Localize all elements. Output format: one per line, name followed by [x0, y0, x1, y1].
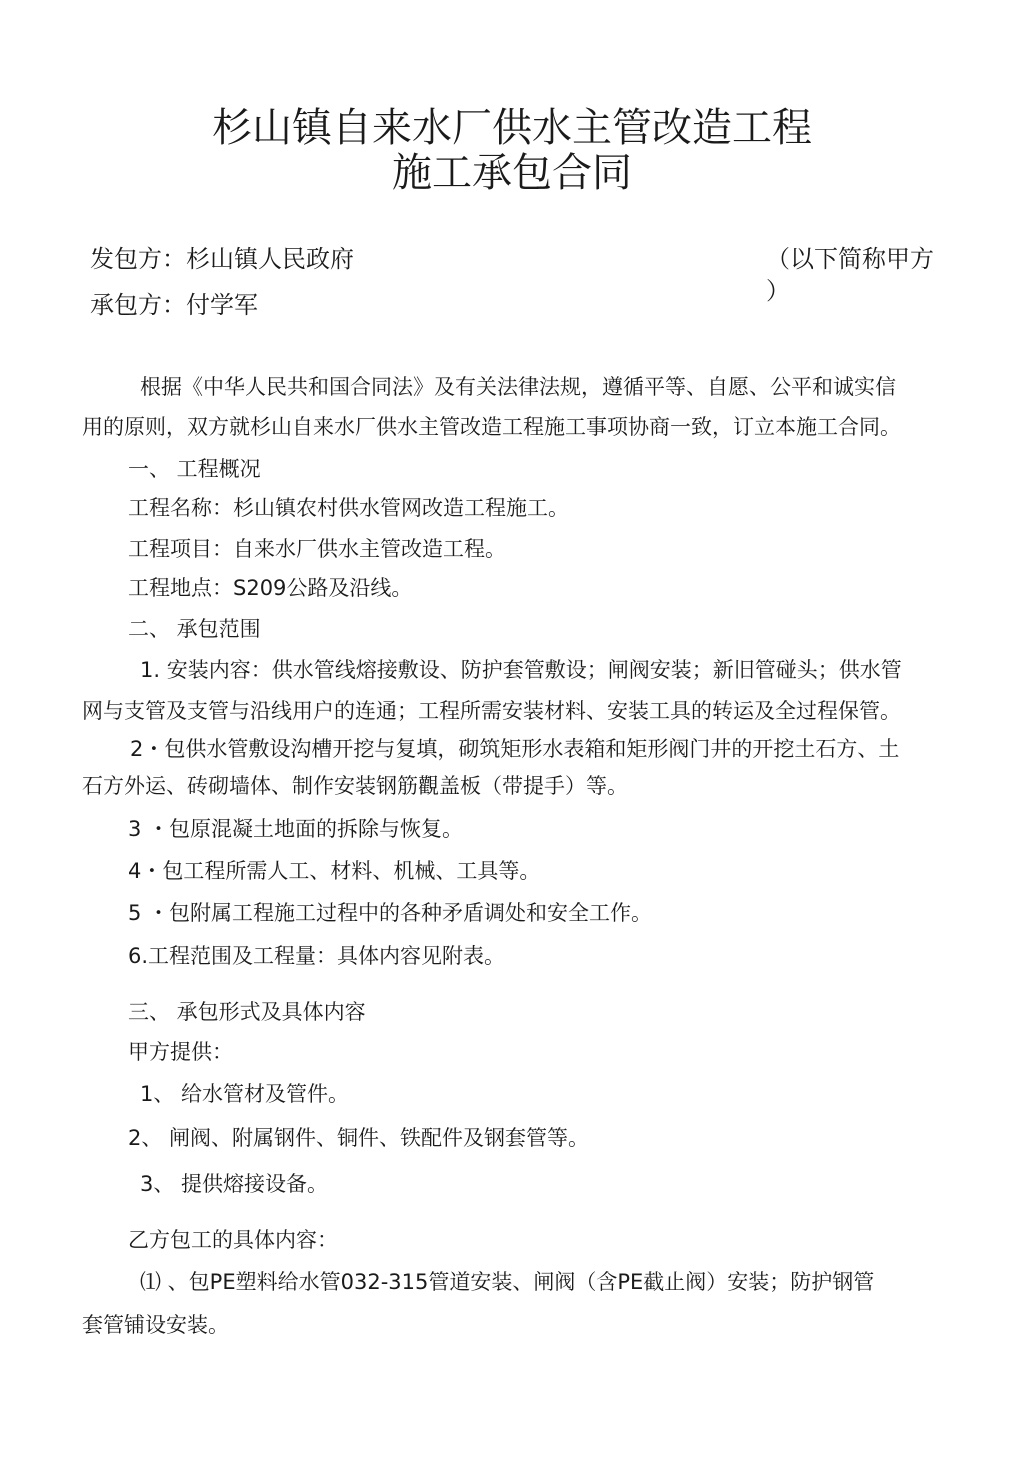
section-heading: 一、 工程概况	[128, 457, 261, 481]
contractor-line: 承包方：付学军	[90, 291, 258, 319]
scope-item-4: 4・包工程所需人工、材料、机械、工具等。	[128, 859, 541, 883]
employer-note: （以下简称甲方	[766, 245, 934, 273]
scope-item-5: 5 ・包附属工程施工过程中的各种矛盾调处和安全工作。	[128, 901, 653, 925]
employer-line: 发包方：杉山镇人民政府	[90, 245, 354, 273]
scope-item-2-line-1: 2・包供水管敷设沟槽开挖与复填，砌筑矩形水表箱和矩形阀门井的开挖土石方、土	[130, 737, 900, 761]
section-heading: 三、 承包形式及具体内容	[128, 1000, 366, 1024]
party-a-item-1: 1、 给水管材及管件。	[140, 1082, 350, 1106]
scope-item-1-line-2: 网与支管及支管与沿线用户的连通；工程所需安装材料、安装工具的转运及全过程保管。	[82, 699, 901, 723]
party-b-scope: 乙方包工的具体内容：	[128, 1228, 338, 1252]
project-item: 工程项目：自来水厂供水主管改造工程。	[128, 537, 506, 561]
party-a-provides: 甲方提供：	[128, 1040, 233, 1064]
intro-line-2: 用的原则，双方就杉山自来水厂供水主管改造工程施工事项协商一致，订立本施工合同。	[82, 415, 901, 439]
project-location: 工程地点：S209公路及沿线。	[128, 576, 413, 600]
employer-note-close: ）	[766, 277, 790, 305]
section-heading: 二、 承包范围	[128, 617, 261, 641]
scope-item-3: 3 ・包原混凝土地面的拆除与恢复。	[128, 817, 464, 841]
party-a-item-3: 3、 提供熔接设备。	[140, 1172, 329, 1196]
title-line-1: 杉山镇自来水厂供水主管改造工程	[212, 105, 812, 151]
project-name: 工程名称：杉山镇农村供水管网改造工程施工。	[128, 496, 569, 520]
party-a-item-2: 2、 闸阀、附属钢件、铜件、铁配件及钢套管等。	[128, 1126, 590, 1150]
party-b-item-1-line-2: 套管铺设安装。	[82, 1313, 229, 1337]
scope-item-1-line-1: 1. 安装内容：供水管线熔接敷设、防护套管敷设；闸阀安装；新旧管碰头；供水管	[140, 658, 902, 682]
party-b-item-1-line-1: ⑴ 、包PE塑料给水管032-315管道安装、闸阀（含PE截止阀）安装；防护钢管	[140, 1270, 875, 1294]
scope-item-6: 6.工程范围及工程量：具体内容见附表。	[128, 944, 506, 968]
intro-line-1: 根据《中华人民共和国合同法》及有关法律法规，遵循平等、自愿、公平和诚实信	[140, 375, 896, 399]
scope-item-2-line-2: 石方外运、砖砌墙体、制作安装钢筋觀盖板（带提手）等。	[82, 774, 628, 798]
title-line-2: 施工承包合同	[392, 150, 632, 196]
